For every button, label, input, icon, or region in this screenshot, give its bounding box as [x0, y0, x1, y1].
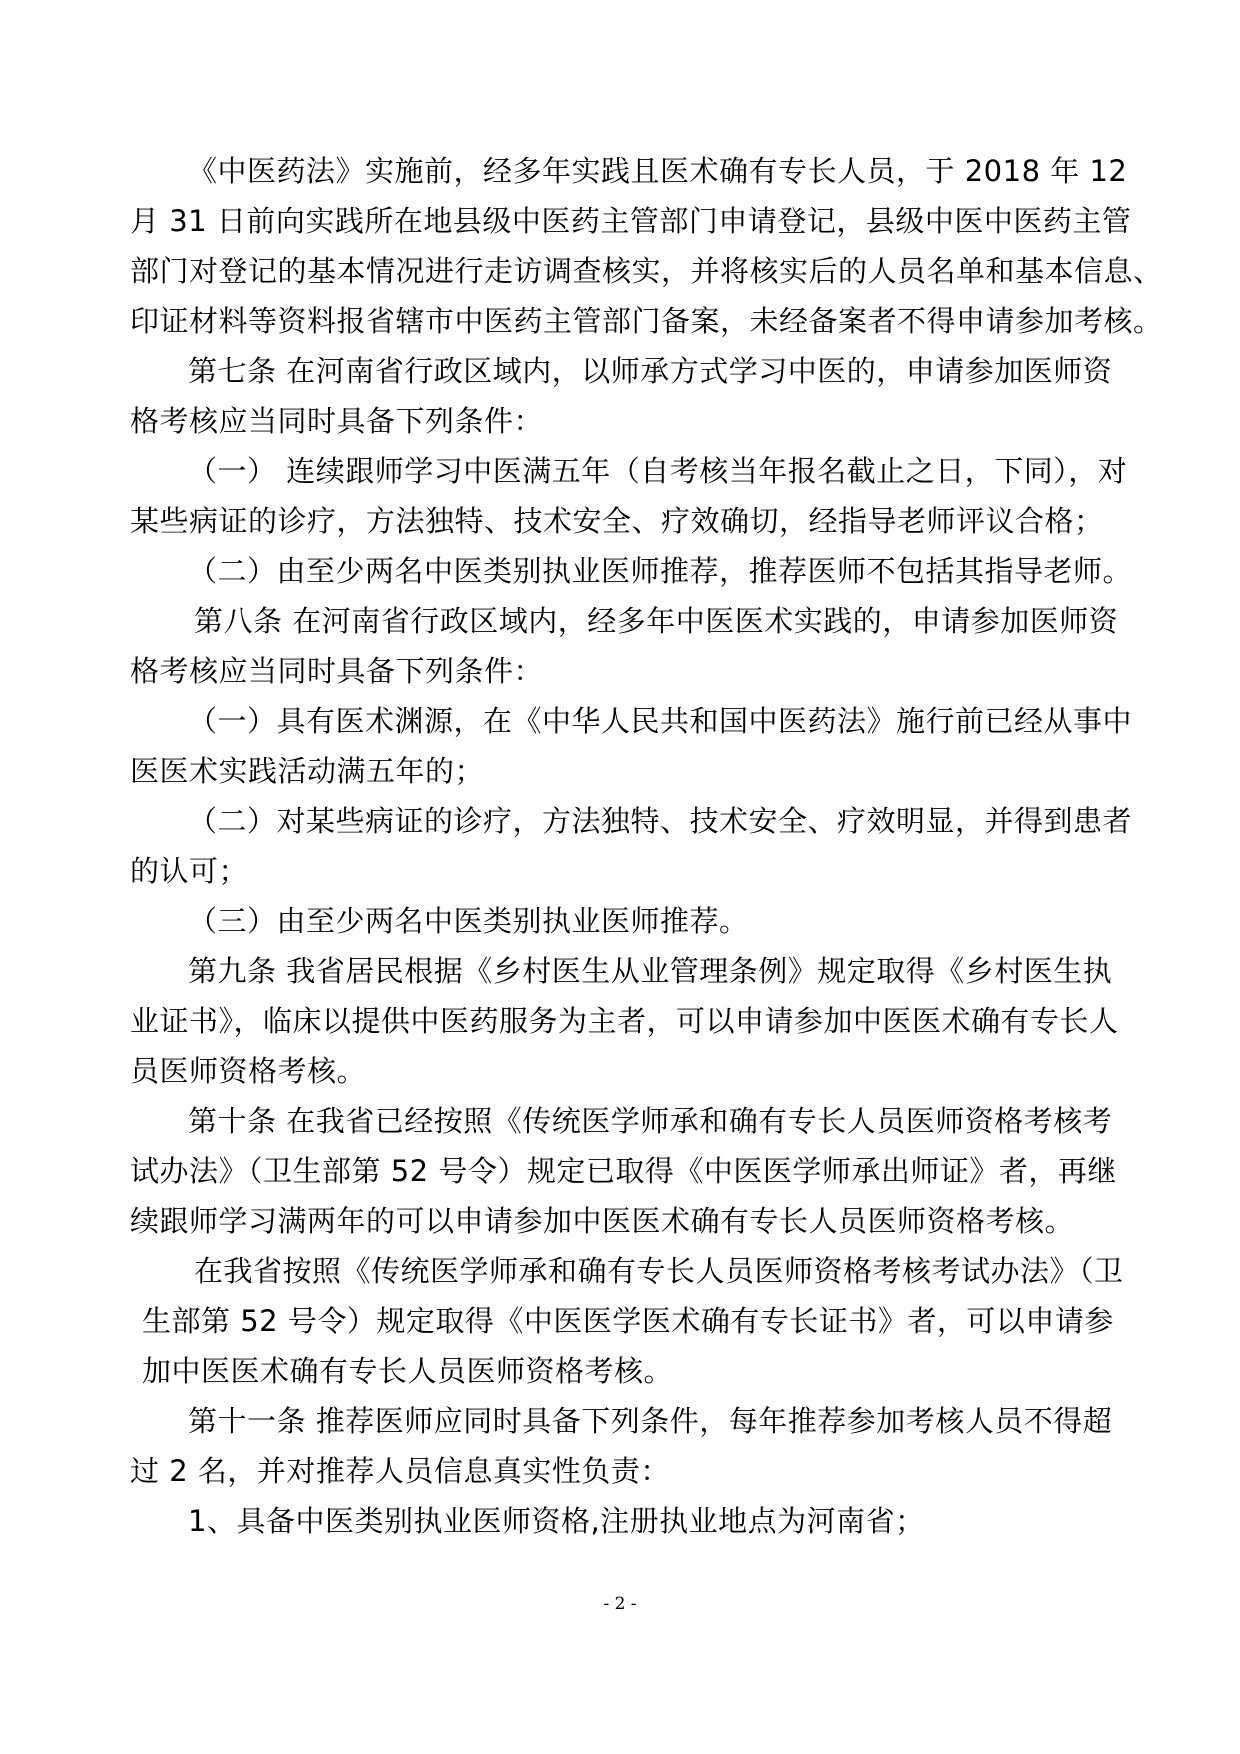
text-line: （三）由至少两名中医类别执业医师推荐。	[188, 904, 749, 938]
text-line: （一）具有医术渊源，在《中华人民共和国中医药法》施行前已经从事中	[188, 704, 1133, 738]
article-11-line: 第十一条 推荐医师应同时具备下列条件，每年推荐参加考核人员不得超	[188, 1404, 1113, 1438]
text-line: 在我省按照《传统医学师承和确有专长人员医师资格考核考试办法》（卫	[194, 1254, 1124, 1288]
text-line: 医医术实践活动满五年的；	[130, 754, 485, 788]
text-line: 印证材料等资料报省辖市中医药主管部门备案，未经备案者不得申请参加考核。	[130, 304, 1163, 338]
text-line: 业证书》，临床以提供中医药服务为主者，可以申请参加中医医术确有专长人	[130, 1004, 1119, 1038]
text-line: （二）对某些病证的诊疗，方法独特、技术安全、疗效明显，并得到患者	[188, 804, 1133, 838]
text-line: 《中医药法》实施前，经多年实践且医术确有专长人员，于 2018 年 12	[188, 154, 1128, 188]
text-line: 员医师资格考核。	[130, 1054, 367, 1088]
article-8-line: 第八条 在河南省行政区域内，经多年中医医术实践的，申请参加医师资	[194, 604, 1119, 638]
article-7-line: 第七条 在河南省行政区域内，以师承方式学习中医的，申请参加医师资	[188, 354, 1113, 388]
text-line: 月 31 日前向实践所在地县级中医药主管部门申请登记，县级中医中医药主管	[130, 204, 1132, 238]
page-number: - 2 -	[603, 1594, 637, 1614]
article-10-line: 第十条 在我省已经按照《传统医学师承和确有专长人员医师资格考核考	[188, 1104, 1113, 1138]
text-line: 某些病证的诊疗，方法独特、技术安全、疗效确切，经指导老师评议合格；	[130, 504, 1104, 538]
text-line: 续跟师学习满两年的可以申请参加中医医术确有专长人员医师资格考核。	[130, 1204, 1075, 1238]
text-line: 格考核应当同时具备下列条件：	[130, 654, 544, 688]
text-line: 部门对登记的基本情况进行走访调查核实，并将核实后的人员名单和基本信息、	[130, 254, 1163, 288]
text-line: 试办法》（卫生部第 52 号令）规定已取得《中医医学师承出师证》者，再继	[130, 1154, 1117, 1188]
article-9-line: 第九条 我省居民根据《乡村医生从业管理条例》规定取得《乡村医生执	[188, 954, 1113, 988]
text-line: 过 2 名，并对推荐人员信息真实性负责：	[130, 1454, 670, 1488]
text-line: 1、具备中医类别执业医师资格,注册执业地点为河南省；	[188, 1504, 925, 1538]
text-line: （一） 连续跟师学习中医满五年（自考核当年报名截止之日，下同），对	[188, 454, 1128, 488]
text-line: 的认可；	[130, 854, 249, 888]
text-line: 加中医医术确有专长人员医师资格考核。	[142, 1354, 674, 1388]
text-line: （二）由至少两名中医类别执业医师推荐，推荐医师不包括其指导老师。	[188, 554, 1133, 588]
document-body	[130, 146, 1163, 1546]
text-line: 生部第 52 号令）规定取得《中医医学医术确有专长证书》者，可以申请参	[142, 1304, 1114, 1338]
text-line: 格考核应当同时具备下列条件：	[130, 404, 544, 438]
